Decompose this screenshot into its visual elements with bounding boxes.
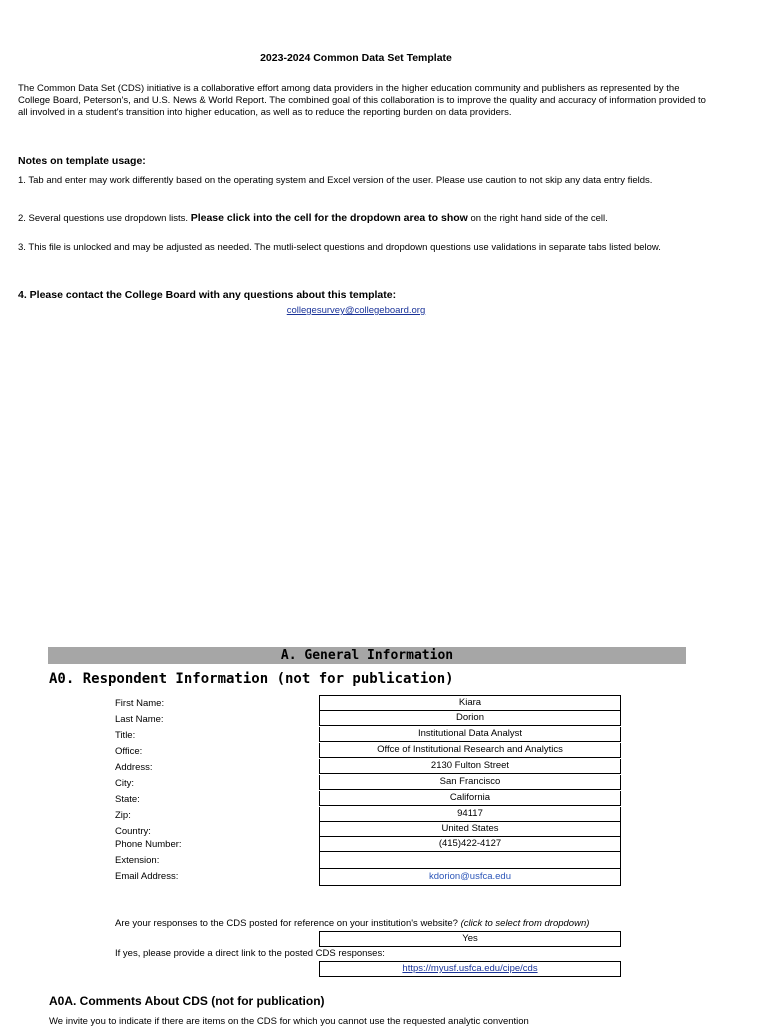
title-label: Title: [115, 730, 136, 741]
posted-dropdown[interactable]: Yes [319, 931, 621, 947]
first-name-field[interactable]: Kiara [319, 695, 621, 711]
note-4-contact: 4. Please contact the College Board with any questions about this template: [18, 289, 397, 301]
email-label: Email Address: [115, 871, 179, 882]
document-title: 2023-2024 Common Data Set Template [260, 52, 452, 64]
link-question: If yes, please provide a direct link to the posted CDS responses: [115, 948, 385, 959]
note-2-text-end: on the right hand side of the cell. [467, 213, 608, 224]
extension-label: Extension: [115, 855, 160, 866]
last-name-label: Last Name: [115, 714, 164, 725]
country-field[interactable]: United States [319, 822, 621, 837]
email-value: kdorion@usfca.edu [429, 871, 511, 882]
address-label: Address: [115, 762, 153, 773]
email-field[interactable] [319, 869, 621, 886]
cds-link-field[interactable] [319, 961, 621, 977]
a0-section-title: A0. Respondent Information (not for publication) [49, 671, 454, 687]
zip-field[interactable]: 94117 [319, 807, 621, 822]
section-a-header: A. General Information [48, 647, 686, 664]
intro-paragraph: The Common Data Set (CDS) initiative is a collaborative effort among data providers in the higher education community and publishers as represented by the College Board, Peterson's, and U.S. News & World Report. The combined goal of this collaboration is to improve the quality and accuracy of information provided to all involved in a student's transition into higher education, as well as to reduce the reporting burden on data providers. [18, 83, 706, 118]
a0a-section-title: A0A. Comments About CDS (not for publication) [49, 994, 325, 1008]
contact-email-link[interactable]: collegesurvey@collegeboard.org [286, 305, 426, 316]
state-field[interactable]: California [319, 791, 621, 806]
note-2-text-start: 2. Several questions use dropdown lists. [18, 213, 191, 224]
city-field[interactable]: San Francisco [319, 775, 621, 790]
note-2-bold-text: Please click into the cell for the dropdown area to show [190, 212, 468, 224]
country-label: Country: [115, 826, 151, 837]
posted-question-hint: (click to select from dropdown) [460, 918, 590, 929]
office-label: Office: [115, 746, 143, 757]
first-name-label: First Name: [115, 698, 165, 709]
title-field[interactable]: Institutional Data Analyst [319, 727, 621, 742]
posted-question-text: Are your responses to the CDS posted for reference on your institution's website? [115, 918, 458, 929]
city-label: City: [115, 778, 134, 789]
note-2 [18, 213, 708, 224]
notes-heading: Notes on template usage: [18, 155, 146, 167]
a0a-body-text: We invite you to indicate if there are items on the CDS for which you cannot use the requested analytic convention [49, 1016, 529, 1027]
phone-field[interactable]: (415)422-4127 [319, 837, 621, 852]
office-field[interactable]: Offce of Institutional Research and Analytics [319, 743, 621, 758]
last-name-field[interactable]: Dorion [319, 711, 621, 726]
zip-label: Zip: [115, 810, 131, 821]
note-1: 1. Tab and enter may work differently based on the operating system and Excel version of the user. Please use caution to not skip any data entry fields. [18, 175, 653, 186]
extension-field[interactable] [319, 852, 621, 869]
state-label: State: [115, 794, 140, 805]
posted-question [115, 918, 589, 929]
address-field[interactable]: 2130 Fulton Street [319, 759, 621, 774]
phone-label: Phone Number: [115, 839, 182, 850]
note-3: 3. This file is unlocked and may be adjusted as needed. The mutli-select questions and dropdown questions use validations in separate tabs listed below. [18, 242, 661, 253]
cds-link[interactable]: https://myusf.usfca.edu/cipe/cds [402, 963, 538, 974]
